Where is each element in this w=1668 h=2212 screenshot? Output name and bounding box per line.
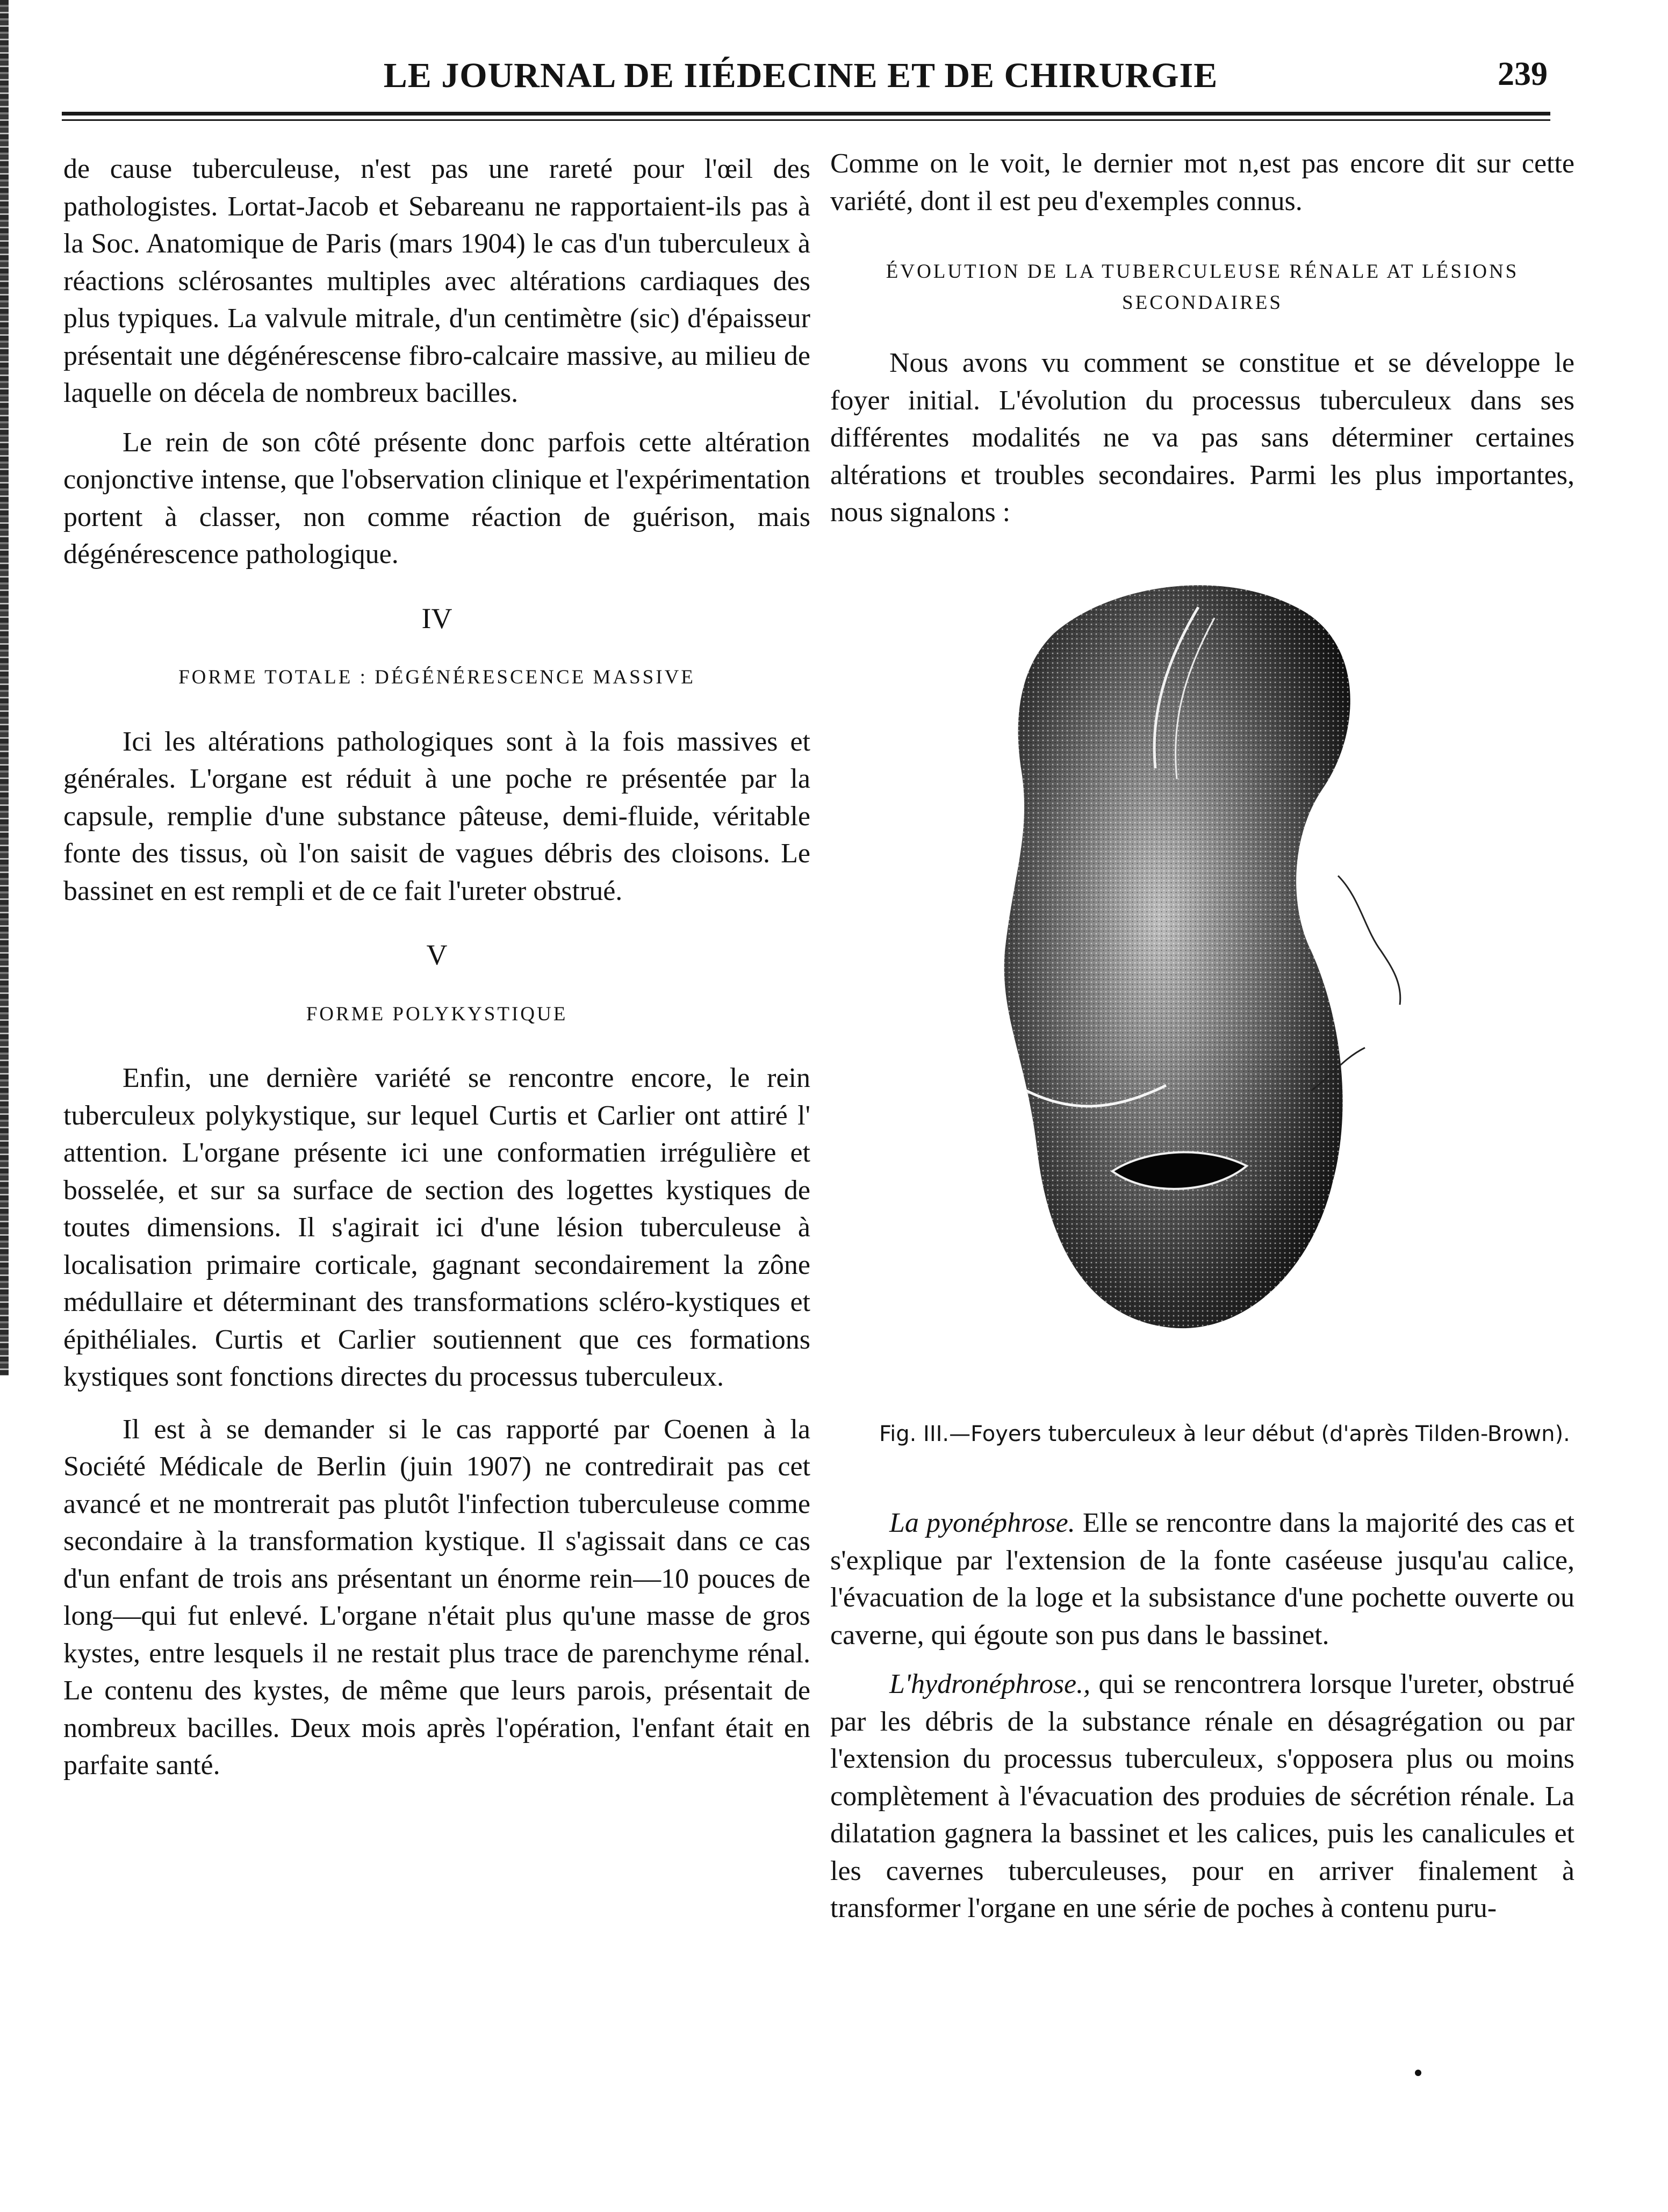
term-hydronephrose: L'hydronéphrose., bbox=[889, 1669, 1091, 1699]
right-column-upper bbox=[830, 145, 1574, 531]
figure-caption: Fig. III.—Foyers tuberculeux à leur début (d'après Tilden-Brown). bbox=[879, 1422, 1570, 1446]
running-title: LE JOURNAL DE IIÉDECINE ET DE CHIRURGIE bbox=[383, 56, 1218, 95]
right-column-lower bbox=[830, 1504, 1574, 1927]
paragraph: Enfin, une dernière variété se rencontre encore, le rein tuberculeux polykystique, sur lequel Curtis et Carlier ont attiré l' attention. L'organe présente ici une conformatien irrégulière et bosselée, et sur sa surface de section des logettes kystiques de toutes dimensions. Il s'agirait ici d'une lésion tuberculeuse à localisation primaire corticale, gagnant secondairement la zône médullaire et déterminant des transformations scléro-kystiques et épithéliales. Curtis et Carlier soutiennent que ces formations kystiques sont fonctions directes du processus tuberculeux. bbox=[63, 1063, 810, 1392]
paragraph: Ici les altérations pathologiques sont à la fois massives et générales. L'organe est réduit à une poche re présentée par la capsule, remplie d'une substance pâteuse, demi-fluide, véritable fonte des tissus, où l'on saisit de vagues débris des cloisons. Le bassinet en est rempli et de ce fait l'ureter obstrué. bbox=[63, 726, 810, 906]
section-heading: ÉVOLUTION DE LA TUBERCULEUSE RÉNALE AT LÉSIONS SECONDAIRES bbox=[886, 261, 1519, 314]
paragraph: de cause tuberculeuse, n'est pas une rareté pour l'œil des pathologistes. Lortat-Jacob et Sebareanu ne rapportaient-ils pas à la Soc. Anatomique de Paris (mars 1904) le cas d'un tuberculeux à réactions sclérosantes multiples avec altérations cardiaques des plus typiques. La valvule mitrale, d'un centimètre (sic) d'épaisseur présentait une dégénérescense fibro-calcaire massive, au milieu de laquelle on décela de nombreux bacilles. bbox=[63, 154, 810, 408]
paragraph: Le rein de son côté présente donc parfois cette altération conjonctive intense, que l'observation clinique et l'expérimentation portent à classer, non comme réaction de guérison, mais dégénérescence pathologique. bbox=[63, 427, 810, 570]
header-rule-thick bbox=[62, 112, 1550, 116]
paragraph-body: Elle se rencontre dans la majorité des cas et s'explique par l'extension de la fonte caséeuse jusqu'au calice, l'évacuation de la loge et la subsistance d'une pochette ouverte ou caverne, qui égoute son pus dans le bassinet. bbox=[830, 1508, 1574, 1651]
kidney-illustration-icon bbox=[989, 575, 1429, 1381]
header-rule-thin bbox=[62, 119, 1550, 121]
ink-speck bbox=[1415, 2070, 1421, 2076]
paragraph: Il est à se demander si le cas rapporté par Coenen à la Société Médicale de Berlin (juin 1907) ne contredirait pas cet avancé et ne montrerait pas plutôt l'infection tuberculeuse comme secondaire à la transformation kystique. Il s'agissait dans ce cas d'un enfant de trois ans présentant un énorme rein—10 pouces de long—qui fut enlevé. L'organe n'était plus qu'une masse de gros kystes, entre lesquels il ne restait plus trace de parenchyme rénal. Le contenu des kystes, de même que leurs parois, présentait de nombreux bacilles. Deux mois après l'opération, l'enfant était en parfaite santé. bbox=[63, 1414, 810, 1781]
page-number: 239 bbox=[1498, 56, 1548, 92]
paragraph bbox=[830, 1504, 1574, 1654]
section-heading: FORME TOTALE : DÉGÉNÉRESCENCE MASSIVE bbox=[178, 666, 695, 688]
paragraph-body: qui se rencontrera lorsque l'ureter, obstrué par les débris de la substance rénale en désagrégation ou par l'extension du processus tuberculeux, s'opposera plus ou moins complètement à l'évacuation des produies de sécrétion rénale. La dilatation gagnera la bassinet et les calices, puis les canalicules et les cavernes tuberculeuses, pour en arriver finalement à transformer l'organe en une série de poches à contenu puru- bbox=[830, 1669, 1574, 1923]
paragraph: Nous avons vu comment se constitue et se développe le foyer initial. L'évolution du processus tuberculeux dans ses différentes modalités ne va pas sans déterminer certaines altérations et troubles secondaires. Parmi les plus importantes, nous signalons : bbox=[830, 348, 1574, 528]
scan-edge-shadow bbox=[0, 0, 9, 1375]
left-column bbox=[63, 150, 810, 1784]
page-header bbox=[54, 51, 1548, 110]
paragraph bbox=[830, 1666, 1574, 1927]
paragraph: Comme on le voit, le dernier mot n,est pas encore dit sur cette variété, dont il est peu d'exemples connus. bbox=[830, 148, 1574, 217]
term-pyonephrose: La pyonéphrose. bbox=[889, 1508, 1075, 1538]
section-numeral: V bbox=[426, 939, 448, 971]
section-numeral: IV bbox=[421, 602, 452, 635]
section-heading: FORME POLYKYSTIQUE bbox=[306, 1003, 568, 1025]
